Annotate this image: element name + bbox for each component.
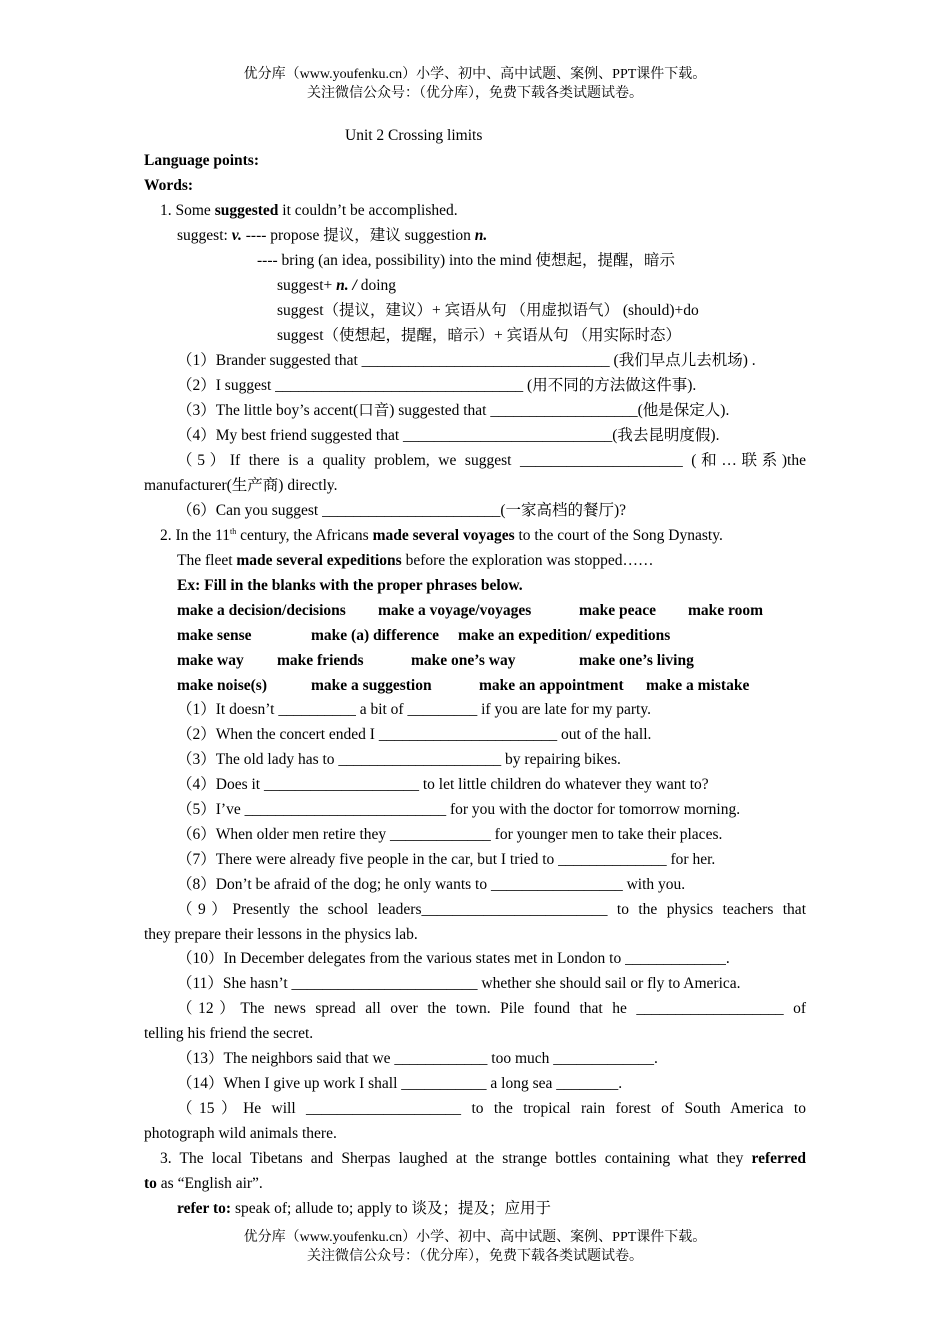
exercise-question-12-cont: telling his friend the secret.	[144, 1025, 314, 1042]
exercise-question-5: （5）I’ve __________________________ for you with the doctor for tomorrow morning.	[177, 801, 741, 818]
phrase-item: make peace	[579, 602, 657, 619]
section-words: Words:	[144, 177, 194, 194]
word-1-question-1: （1）Brander suggested that ________________________________ (我们早点儿去机场) .	[177, 352, 756, 369]
section-language-points: Language points:	[144, 152, 259, 169]
exercise-question-15: （15）He will ____________________ to the tropical rain forest of South America to	[177, 1100, 806, 1117]
exercise-question-8: （8）Don’t be afraid of the dog; he only wants to _________________ with you.	[177, 876, 686, 893]
exercise-question-7: （7）There were already five people in the car, but I tried to ______________ for her.	[177, 851, 716, 868]
exercise-question-11: （11）She hasn’t ________________________ whether she should sail or fly to America.	[177, 975, 741, 992]
phrase-item: make a suggestion	[311, 677, 432, 694]
word-3-definition: refer to: speak of; allude to; apply to 谈及；提及；应用于	[177, 1200, 551, 1217]
word-2-fleet-sentence: The fleet made several expeditions before the exploration was stopped……	[177, 552, 654, 569]
word-1-question-2: （2）I suggest ________________________________ (用不同的方法做这件事).	[177, 377, 697, 394]
word-1-usage-1: suggest+ n. / doing	[277, 277, 396, 294]
word-1-sentence: 1. Some suggested it couldn’t be accomplished.	[160, 202, 458, 219]
exercise-question-2: （2）When the concert ended I _______________________ out of the hall.	[177, 726, 652, 743]
word-2-sentence: 2. In the 11th century, the Africans made several voyages to the court of the Song Dynasty.	[160, 526, 723, 544]
word-1-usage-3: suggest（使想起，提醒，暗示）+ 宾语从句 （用实际时态）	[277, 327, 681, 344]
exercise-question-9: （9）Presently the school leaders________________________ to the physics teachers that	[177, 901, 806, 918]
phrase-item: make one’s way	[411, 652, 516, 669]
exercise-question-4: （4）Does it ____________________ to let little children do whatever they want to?	[177, 776, 709, 793]
exercise-question-6: （6）When older men retire they _____________ for younger men to take their places.	[177, 826, 723, 843]
exercise-question-13: （13）The neighbors said that we ____________ too much _____________.	[177, 1050, 658, 1067]
exercise-instruction: Ex: Fill in the blanks with the proper phrases below.	[177, 577, 523, 594]
exercise-question-1: （1）It doesn’t __________ a bit of _________ if you are late for my party.	[177, 701, 651, 718]
footer-line-1: 优分库（www.youfenku.cn）小学、初中、高中试题、案例、PPT课件下载。	[243, 1230, 707, 1245]
phrase-item: make one’s living	[579, 652, 694, 669]
phrase-item: make friends	[277, 652, 364, 669]
word-1-question-5-cont: manufacturer(生产商) directly.	[144, 477, 338, 494]
phrase-item: make an appointment	[479, 677, 624, 694]
word-1-question-6: （6）Can you suggest _______________________(一家高档的餐厅)?	[177, 502, 627, 519]
header-line-2: 关注微信公众号：（优分库），免费下载各类试题试卷。	[307, 86, 643, 101]
word-1-question-3: （3）The little boy’s accent(口音) suggested that ___________________(他是保定人).	[177, 402, 730, 419]
exercise-question-3: （3）The old lady has to _____________________ by repairing bikes.	[177, 751, 621, 768]
exercise-question-10: （10）In December delegates from the various states met in London to _____________.	[177, 950, 730, 967]
word-1-question-5: （5）If there is a quality problem, we suggest _____________________ (和…联系)the	[177, 452, 806, 469]
phrase-item: make (a) difference	[311, 627, 439, 644]
page-title: Unit 2 Crossing limits	[345, 127, 483, 144]
word-1-definition-2: ---- bring (an idea, possibility) into the mind 使想起，提醒，暗示	[257, 252, 676, 269]
phrase-item: make a voyage/voyages	[378, 602, 532, 619]
footer-line-2: 关注微信公众号：（优分库），免费下载各类试题试卷。	[307, 1249, 643, 1264]
phrase-item: make sense	[177, 627, 252, 644]
header-line-1: 优分库（www.youfenku.cn）小学、初中、高中试题、案例、PPT课件下载。	[243, 67, 707, 82]
word-3-sentence: 3. The local Tibetans and Sherpas laughed at the strange bottles containing what they referred	[160, 1150, 806, 1167]
phrase-item: make a mistake	[646, 677, 750, 694]
phrase-item: make a decision/decisions	[177, 602, 346, 619]
exercise-question-14: （14）When I give up work I shall ___________ a long sea ________.	[177, 1075, 623, 1092]
phrase-item: make way	[177, 652, 244, 669]
phrase-item: make noise(s)	[177, 677, 267, 694]
word-1-question-4: （4）My best friend suggested that ___________________________(我去昆明度假).	[177, 427, 720, 444]
exercise-question-9-cont: they prepare their lessons in the physics lab.	[144, 926, 418, 943]
word-1-definition-1: suggest: v. ---- propose 提议，建议 suggestion n.	[177, 227, 488, 244]
exercise-question-15-cont: photograph wild animals there.	[144, 1125, 337, 1142]
word-1-usage-2: suggest（提议，建议）+ 宾语从句 （用虚拟语气） (should)+do	[277, 302, 699, 319]
phrase-item: make an expedition/ expeditions	[458, 627, 671, 644]
exercise-question-12: （12）The news spread all over the town. Pile found that he ___________________ of	[177, 1000, 806, 1017]
phrase-item: make room	[688, 602, 764, 619]
word-3-sentence-cont: to as “English air”.	[144, 1175, 263, 1192]
